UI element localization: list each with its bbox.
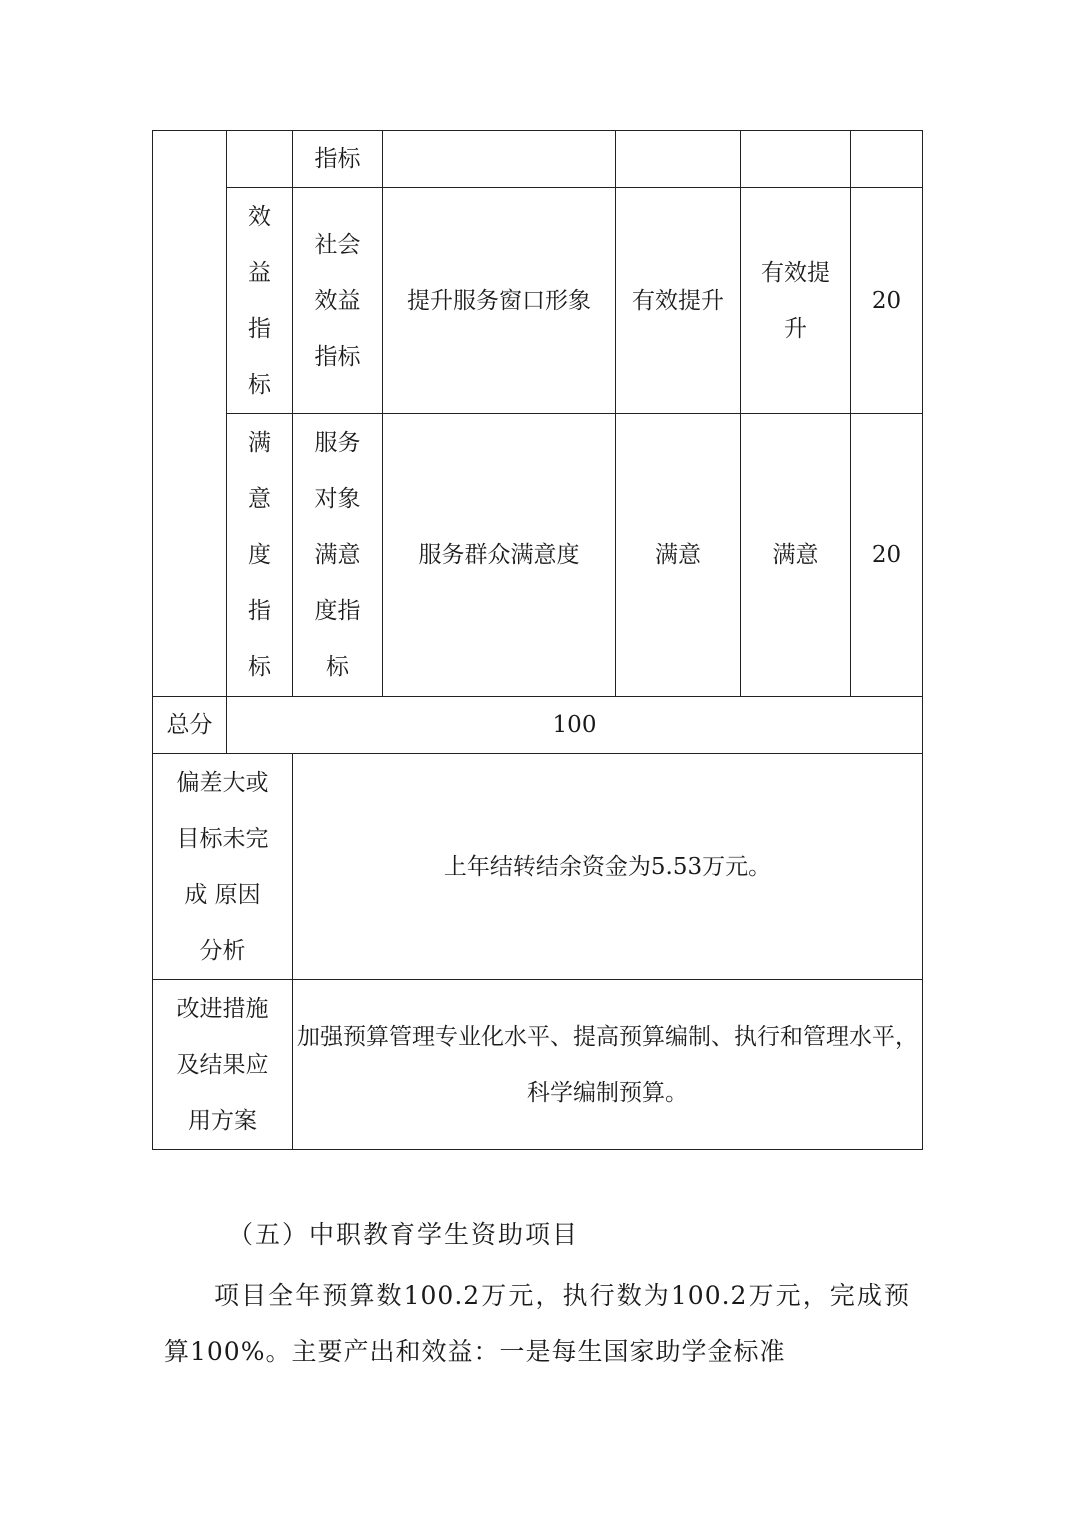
target-cell: 满意 bbox=[616, 414, 741, 697]
total-value: 100 bbox=[227, 697, 923, 754]
level2-cell: 满意度指标 bbox=[227, 414, 293, 697]
score-cell: 20 bbox=[851, 188, 923, 414]
level3-cell: 指标 bbox=[293, 131, 383, 188]
table-row bbox=[153, 754, 923, 980]
improve-content: 加强预算管理专业化水平、提高预算编制、执行和管理水平，科学编制预算。 bbox=[293, 980, 923, 1150]
table-row bbox=[153, 697, 923, 754]
level2-cell bbox=[227, 131, 293, 188]
target-cell: 有效提升 bbox=[616, 188, 741, 414]
deviation-label: 偏差大或目标未完成 原因分析 bbox=[153, 754, 293, 980]
section-heading: （五）中职教育学生资助项目 bbox=[228, 1220, 580, 1249]
level2-cell: 效益指标 bbox=[227, 188, 293, 414]
level1-cell bbox=[153, 131, 227, 697]
score-cell bbox=[851, 131, 923, 188]
table-row bbox=[153, 980, 923, 1150]
indicator-cell bbox=[383, 131, 616, 188]
actual-cell: 有效提升 bbox=[741, 188, 851, 414]
table-row bbox=[153, 414, 923, 697]
body-paragraph: 项目全年预算数100.2万元，执行数为100.2万元，完成预算100%。主要产出和效益：一是每生国家助学金标准 bbox=[164, 1281, 910, 1366]
improve-label: 改进措施及结果应用方案 bbox=[153, 980, 293, 1150]
indicator-cell: 服务群众满意度 bbox=[383, 414, 616, 697]
score-cell: 20 bbox=[851, 414, 923, 697]
actual-cell bbox=[741, 131, 851, 188]
table-row bbox=[153, 131, 923, 188]
level3-cell: 社会效益指标 bbox=[293, 188, 383, 414]
target-cell bbox=[616, 131, 741, 188]
actual-cell: 满意 bbox=[741, 414, 851, 697]
deviation-content: 上年结转结余资金为5.53万元。 bbox=[293, 754, 923, 980]
total-label: 总分 bbox=[153, 697, 227, 754]
level3-cell: 服务对象满意度指标 bbox=[293, 414, 383, 697]
indicator-cell: 提升服务窗口形象 bbox=[383, 188, 616, 414]
table-row bbox=[153, 188, 923, 414]
performance-table bbox=[152, 130, 923, 1150]
